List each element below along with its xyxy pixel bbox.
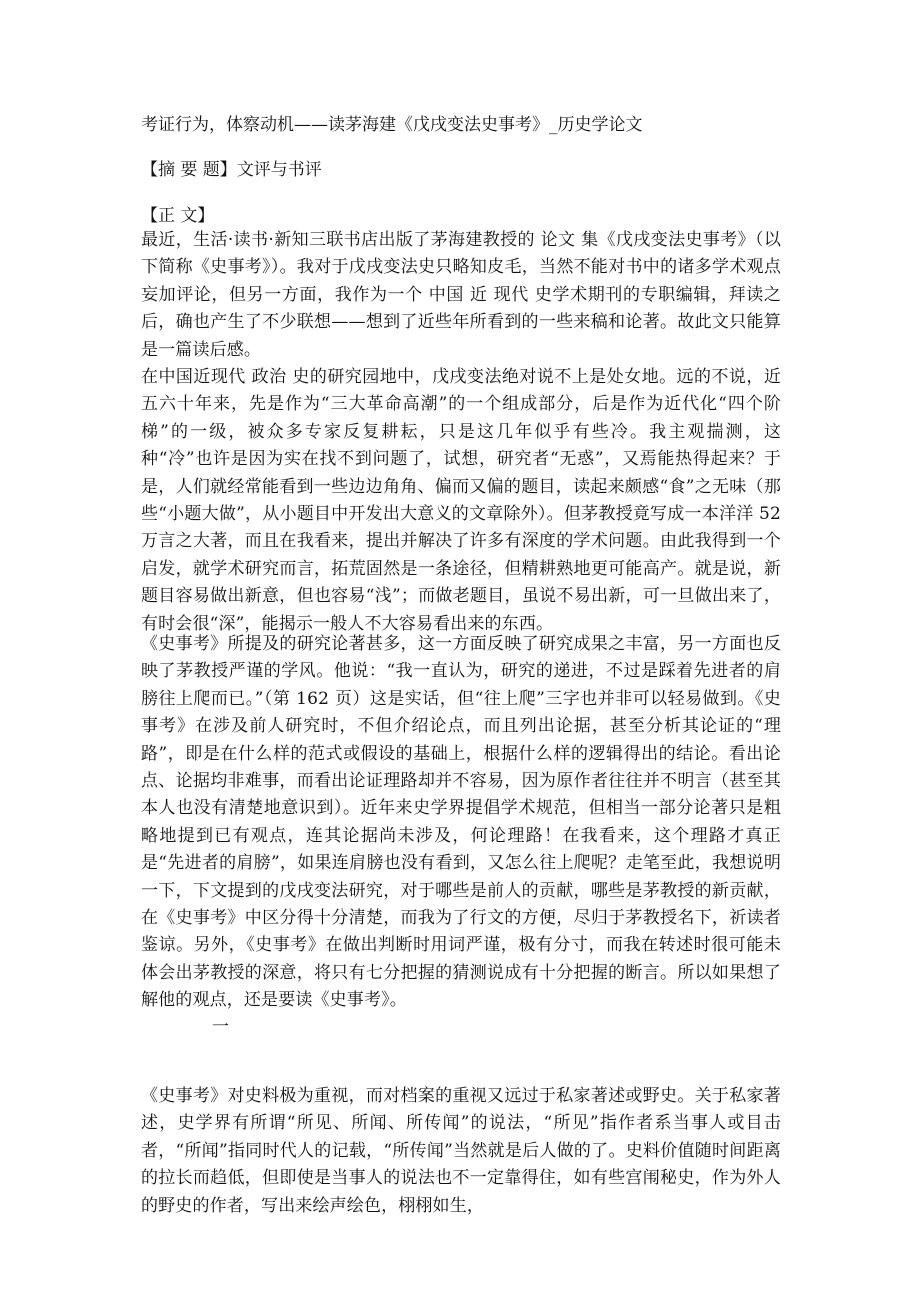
body-label: 【正 文】	[141, 206, 215, 226]
paragraph: 《史事考》对史料极为重视，而对档案的重视又远过于私家著述或野史。关于私家著述，史学界有所谓“所见、所闻、所传闻”的说法，“所见”指作者系当事人或目击者，“所闻”指同时代人的记载，“所传闻”当然就是后人做的了。史料价值随时间距离的拉长而趋低，但即使是当事人的说法也不一定靠得住，如有些宫闱秘史，作为外人的野史的作者，写出来绘声绘色，栩栩如生，	[141, 1086, 781, 1216]
abstract-label: 【摘 要 题】	[141, 160, 237, 180]
document-title: 考证行为，体察动机——读茅海建《戊戌变法史事考》_历史学论文	[141, 115, 643, 135]
body-text-bottom	[141, 1083, 781, 1220]
section-number: 一	[212, 1017, 229, 1037]
abstract-text: 文评与书评	[236, 160, 322, 180]
paragraph: 《史事考》所提及的研究论著甚多，这一方面反映了研究成果之丰富，另一方面也反映了茅教授严谨的学风。他说：“我一直认为，研究的递进，不过是踩着先进者的肩膀往上爬而已。”（第 162 页）这是实话，但“往上爬”三字也并非可以轻易做到。《史事考》在涉及前人研究时，不但介绍论点，而且列出论据，甚至分析其论证的“理路”，即是在什么样的范式或假设的基础上，根据什么样的逻辑得出的结论。看出论点、论据均非难事，而看出论证理路却并不容易，因为原作者往往并不明言（甚至其本人也没有清楚地意识到）。近年来史学界提倡学术规范，但相当一部分论著只是粗略地提到已有观点，连其论据尚未涉及，何论理路！在我看来，这个理路才真正是“先进者的肩膀”，如果连肩膀也没有看到，又怎么往上爬呢？走笔至此，我想说明一下，下文提到的戊戌变法研究，对于哪些是前人的贡献，哪些是茅教授的新贡献，在《史事考》中区分得十分清楚，而我为了行文的方便，尽归于茅教授名下，祈读者鉴谅。另外，《史事考》在做出判断时用词严谨，极有分寸，而我在转述时很可能未体会出茅教授的深意，将只有七分把握的猜测说成有十分把握的断言。所以如果想了解他的观点，还是要读《史事考》。	[141, 634, 781, 1011]
paragraph: 最近，生活·读书·新知三联书店出版了茅海建教授的 论文 集《戊戌变法史事考》（以下简称《史事考》）。我对于戊戌变法史只略知皮毛，当然不能对书中的诸多学术观点妄加评论，但另一方面，我作为一个 中国 近 现代 史学术期刊的专职编辑，拜读之后，确也产生了不少联想——想到了近些年所看到的一些来稿和论著。故此文只能算是一篇读后感。	[141, 230, 781, 360]
abstract-line	[141, 156, 322, 184]
paragraph: 在中国近现代 政治 史的研究园地中，戊戌变法绝对说不上是处女地。远的不说，近五六十年来，先是作为“三大革命高潮”的一个组成部分，后是作为近代化“四个阶梯”的一级，被众多专家反复耕耘，只是这几年似乎有些冷。我主观揣测，这种“冷”也许是因为实在找不到问题了，试想，研究者“无惑”，又焉能热得起来？于是，人们就经常能看到一些边边角角、偏而又偏的题目，读起来颇感“食”之无味（那些“小题大做”，从小题目中开发出大意义的文章除外）。但茅教授竟写成一本洋洋 52 万言之大著，而且在我看来，提出并解决了许多有深度的学术问题。由此我得到一个启发，就学术研究而言，拓荒固然是一条途径，但精耕熟地更可能高产。就是说，新题目容易做出新意，但也容易“浅”；而做老题目，虽说不易出新，可一旦做出来了，有时会很“深”，能揭示一般人不大容易看出来的东西。	[141, 367, 781, 634]
body-text-top	[141, 227, 781, 638]
body-text-middle	[141, 631, 781, 1015]
